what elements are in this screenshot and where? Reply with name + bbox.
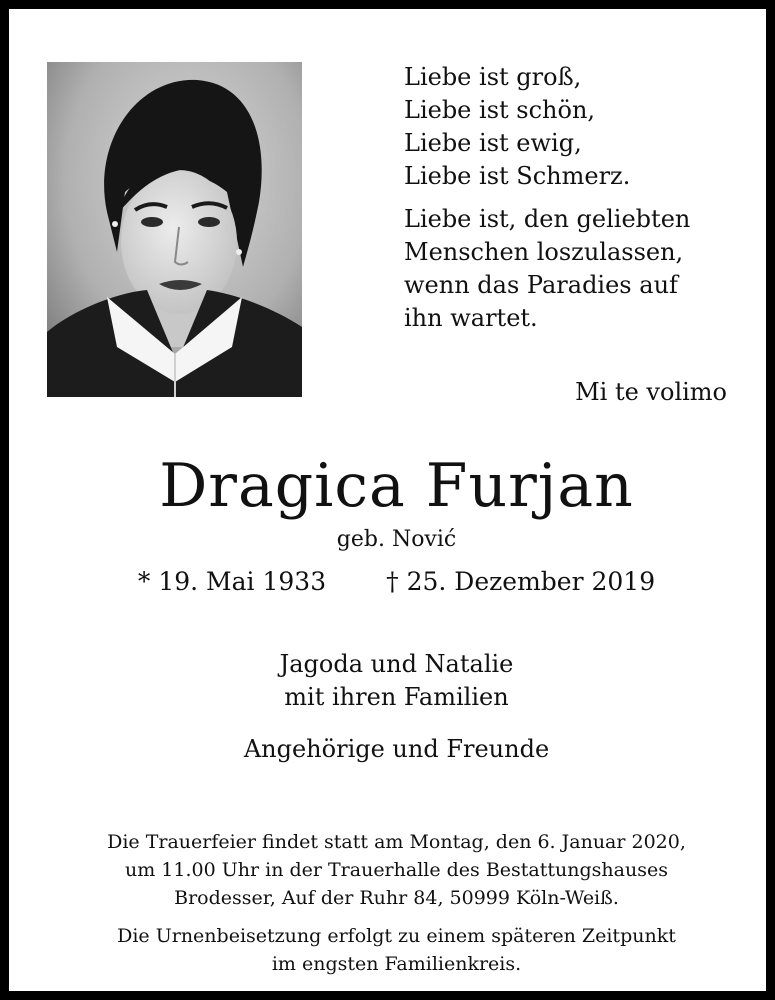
- poem-stanza-1: [404, 61, 764, 193]
- death-date: † 25. Dezember 2019: [386, 567, 656, 596]
- ceremony-line: um 11.00 Uhr in der Trauerhalle des Bestattungshauses: [125, 859, 668, 881]
- birth-date: * 19. Mai 1933: [137, 567, 327, 596]
- poem-line: Liebe ist, den geliebten: [404, 205, 691, 233]
- poem-line: Liebe ist groß,: [404, 63, 582, 91]
- deceased-name: Dragica Furjan: [159, 451, 634, 521]
- poem-line: wenn das Paradies auf: [404, 271, 678, 299]
- ceremony-line: Brodesser, Auf der Ruhr 84, 50999 Köln-Weiß.: [174, 887, 619, 909]
- poem-stanza-2: [404, 203, 764, 335]
- ceremony-line: Die Trauerfeier findet statt am Montag, den 6. Januar 2020,: [107, 831, 686, 853]
- mourners-line: Angehörige und Freunde: [243, 735, 550, 763]
- portrait-photo: [47, 62, 302, 397]
- poem-line: Liebe ist Schmerz.: [404, 162, 631, 190]
- maiden-name: geb. Nović: [336, 527, 457, 552]
- poem-signoff: Mi te volimo: [575, 378, 727, 406]
- poem-line: Liebe ist schön,: [404, 96, 596, 124]
- mourners-line: Jagoda und Natalie: [279, 650, 514, 678]
- mourners-line: mit ihren Familien: [284, 683, 509, 711]
- poem-line: Menschen loszulassen,: [404, 238, 684, 266]
- poem-line: ihn wartet.: [404, 304, 538, 332]
- poem-line: Liebe ist ewig,: [404, 129, 582, 157]
- life-dates: [9, 566, 775, 598]
- burial-line: im engsten Familienkreis.: [271, 953, 522, 975]
- burial-line: Die Urnenbeisetzung erfolgt zu einem späteren Zeitpunkt: [117, 925, 676, 947]
- poem: [404, 61, 764, 345]
